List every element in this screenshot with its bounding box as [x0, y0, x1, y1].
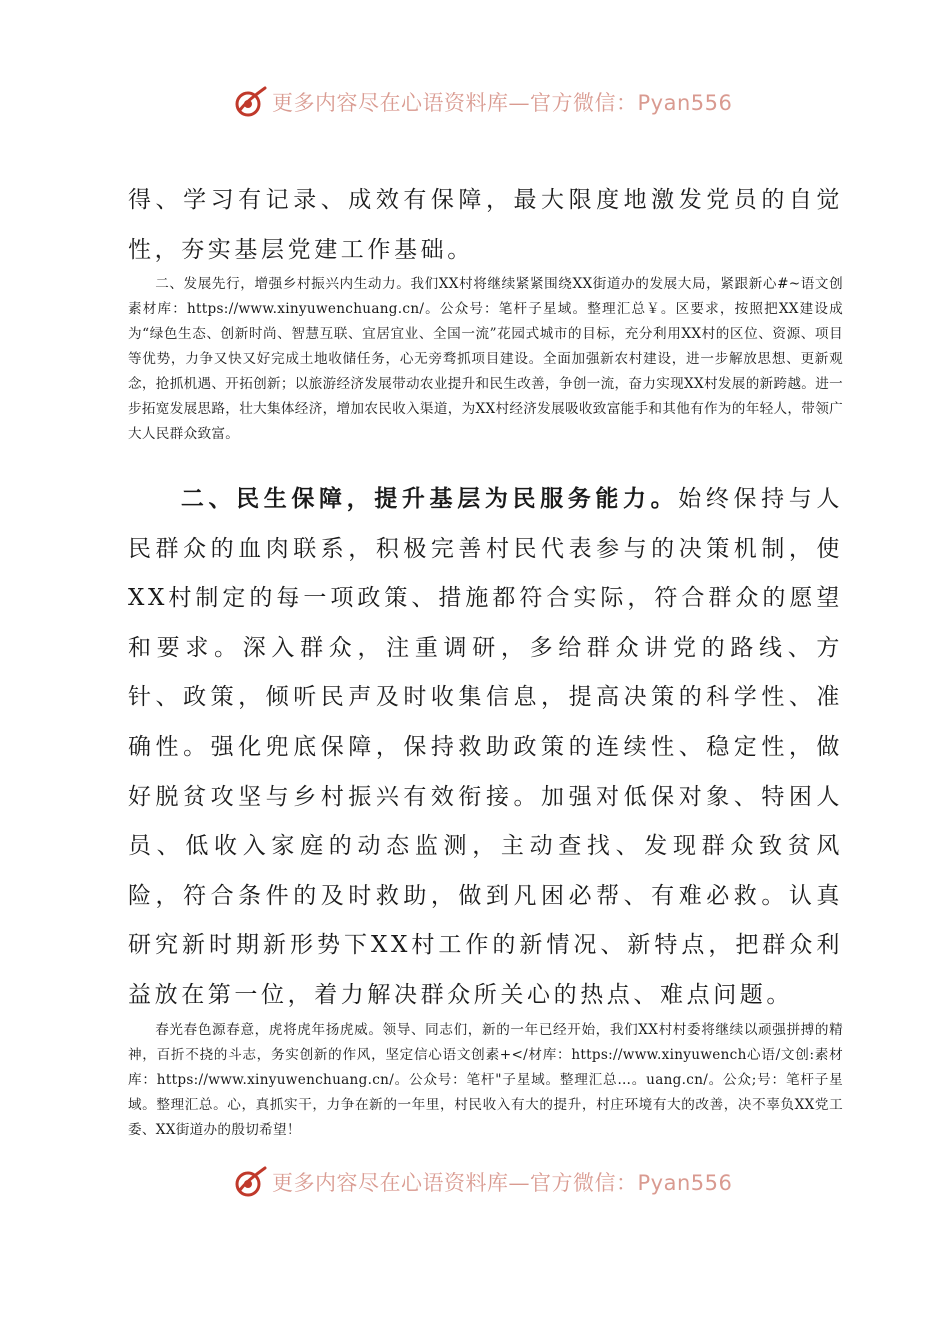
- paragraph-closing: 春光春色源春意，虎将虎年扬虎威。领导、同志们，新的一年已经开始，我们XX村村委将继续以顽强拼搏的精神，百折不挠的斗志，务实创新的作风，坚定信心语文创素+</材库：https://www.xinyuwench心语/文创:素材库：https://www.xinyuwenchuang.cn/。公众号：笔杆"子星域。整理汇总…。uang.cn/。公众;号：笔杆子星域。整理汇总。心，真抓实干，力争在新的一年里，村民收入有大的提升，村庄环境有大的改善，决不辜负XX党工委、XX街道办的殷切希望！: [128, 1022, 843, 1138]
- footer-banner: [232, 1162, 752, 1202]
- footer-banner-text: 更多内容尽在心语资料库—官方微信：Pyan556: [272, 1171, 733, 1195]
- paragraph-continuation: 得、学习有记录、成效有保障，最大限度地激发党员的自觉性，夯实基层党建工作基础。: [128, 187, 843, 263]
- header-banner: [232, 82, 752, 122]
- document-body-small-2: [128, 1018, 843, 1143]
- header-wechat-id: Pyan556: [637, 91, 733, 115]
- document-body-small-1: [128, 272, 843, 447]
- brush-logo-icon: [232, 1164, 268, 1200]
- section-body: 始终保持与人民群众的血肉联系，积极完善村民代表参与的决策机制，使XX村制定的每一项政策、措施都符合实际，符合群众的愿望和要求。深入群众，注重调研，多给群众讲党的路线、方针、政策，倾听民声及时收集信息，提高决策的科学性、准确性。强化兜底保障，保持救助政策的连续性、稳定性，做好脱贫攻坚与乡村振兴有效衔接。加强对低保对象、特困人员、低收入家庭的动态监测，主动查找、发现群众致贫风险，符合条件的及时救助，做到凡困必帮、有难必救。认真研究新时期新形势下XX村工作的新情况、新特点，把群众利益放在第一位，着力解决群众所关心的热点、难点问题。: [128, 486, 843, 1008]
- paragraph-livelihood: [128, 474, 843, 1021]
- section-heading: 二、民生保障，提升基层为民服务能力。: [180, 485, 679, 512]
- document-body-main: [128, 474, 843, 1021]
- document-body: [128, 176, 843, 275]
- paragraph-development: 二、发展先行，增强乡村振兴内生动力。我们XX村将继续紧紧围绕XX街道办的发展大局，紧跟新心#~语文创素材库：https://www.xinyuwenchuang.cn/。公众号：笔杆子星域。整理汇总￥。区要求，按照把XX建设成为“绿色生态、创新时尚、智慧互联、宜居宜业、全国一流”花园式城市的目标，充分利用XX村的区位、资源、项目等优势，力争又快又好完成土地收储任务，心无旁骛抓项目建设。全面加强新农村建设，进一步解放思想、更新观念，抢抓机遇、开拓创新；以旅游经济发展带动农业提升和民生改善，争创一流，奋力实现XX村发展的新跨越。进一步拓宽发展思路，壮大集体经济，增加农民收入渠道，为XX村经济发展吸收致富能手和其他有作为的年轻人，带领广大人民群众致富。: [128, 276, 843, 442]
- footer-wechat-id: Pyan556: [637, 1171, 733, 1195]
- header-banner-text: 更多内容尽在心语资料库—官方微信：Pyan556: [272, 91, 733, 115]
- brush-logo-icon: [232, 84, 268, 120]
